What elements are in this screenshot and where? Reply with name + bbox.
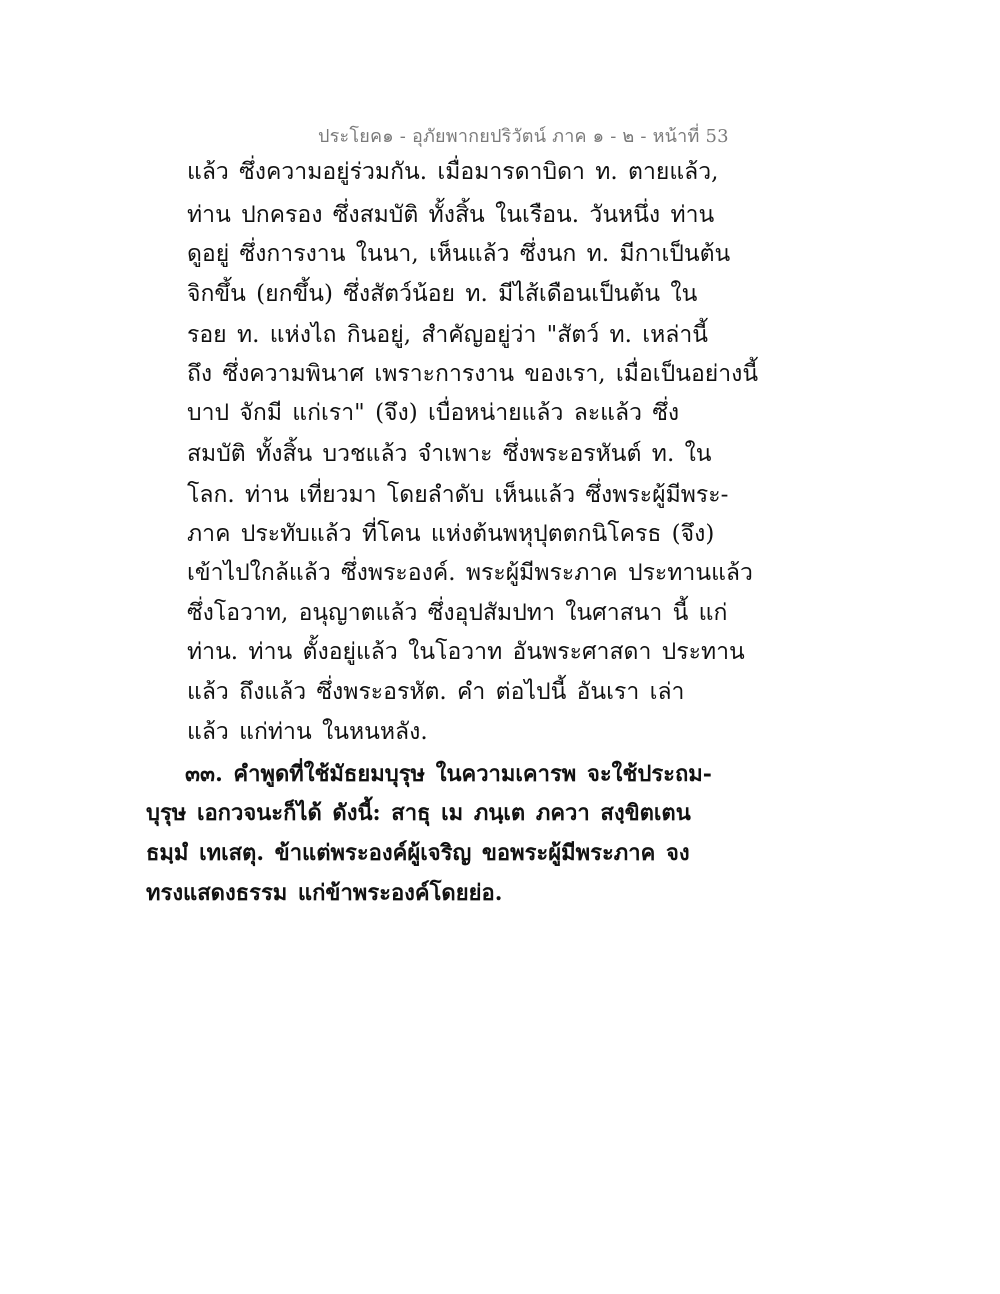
body-text-line: บาป จักมี แก่เรา" (จึง) เบื่อหน่ายแล้ว ละแล้ว ซึ่ง	[187, 400, 680, 426]
body-text-line: จิกขึ้น (ยกขึ้น) ซึ่งสัตว์น้อย ท. มีไส้เดือนเป็นต้น ใน	[187, 281, 698, 307]
body-text-line: ถึง ซึ่งความพินาศ เพราะการงาน ของเรา, เมื่อเป็นอย่างนี้	[187, 361, 759, 387]
body-text-line: แล้ว ซึ่งความอยู่ร่วมกัน. เมื่อมารดาบิดา ท. ตายแล้ว,	[187, 159, 719, 185]
body-text-line: ซึ่งโอวาท, อนุญาตแล้ว ซึ่งอุปสัมปทา ในศาสนา นี้ แก่	[187, 600, 728, 626]
body-text-line: แล้ว แก่ท่าน ในหนหลัง.	[187, 719, 428, 745]
section-text-line: ธมฺมํ เทเสตุ. ข้าแต่พระองค์ผู้เจริญ ขอพระผู้มีพระภาค จง	[146, 840, 690, 866]
body-text-line: ท่าน. ท่าน ตั้งอยู่แล้ว ในโอวาท อันพระศาสดา ประทาน	[187, 639, 745, 665]
body-text-line: โลก. ท่าน เที่ยวมา โดยลำดับ เห็นแล้ว ซึ่งพระผู้มีพระ-	[187, 482, 729, 508]
section-text-line: บุรุษ เอกวจนะก็ได้ ดังนี้: สาธุ เม ภนฺเต ภควา สงฺขิตเตน	[146, 800, 691, 826]
body-text-line: ดูอยู่ ซึ่งการงาน ในนา, เห็นแล้ว ซึ่งนก ท. มีกาเป็นต้น	[187, 241, 731, 267]
section-heading-line: ๓๓. คำพูดที่ใช้มัธยมบุรุษ ในความเคารพ จะใช้ประถม-	[185, 761, 712, 787]
body-text-line: รอย ท. แห่งไถ กินอยู่, สำคัญอยู่ว่า "สัตว์ ท. เหล่านี้	[187, 322, 709, 348]
body-text-line: ท่าน ปกครอง ซึ่งสมบัติ ทั้งสิ้น ในเรือน. วันหนึ่ง ท่าน	[187, 202, 715, 228]
running-header: ประโยค๑ - อุภัยพากยปริวัตน์ ภาค ๑ - ๒ - หน้าที่ 53	[318, 126, 729, 147]
body-text-line: เข้าไปใกล้แล้ว ซึ่งพระองค์. พระผู้มีพระภาค ประทานแล้ว	[187, 560, 753, 586]
body-text-line: ภาค ประทับแล้ว ที่โคน แห่งต้นพหุปุตตกนิโครธ (จึง)	[187, 521, 715, 547]
body-text-line: แล้ว ถึงแล้ว ซึ่งพระอรหัต. คำ ต่อไปนี้ อันเรา เล่า	[187, 679, 685, 705]
body-text-line: สมบัติ ทั้งสิ้น บวชแล้ว จำเพาะ ซึ่งพระอรหันต์ ท. ใน	[187, 441, 712, 467]
section-text-line: ทรงแสดงธรรม แก่ข้าพระองค์โดยย่อ.	[146, 880, 503, 906]
